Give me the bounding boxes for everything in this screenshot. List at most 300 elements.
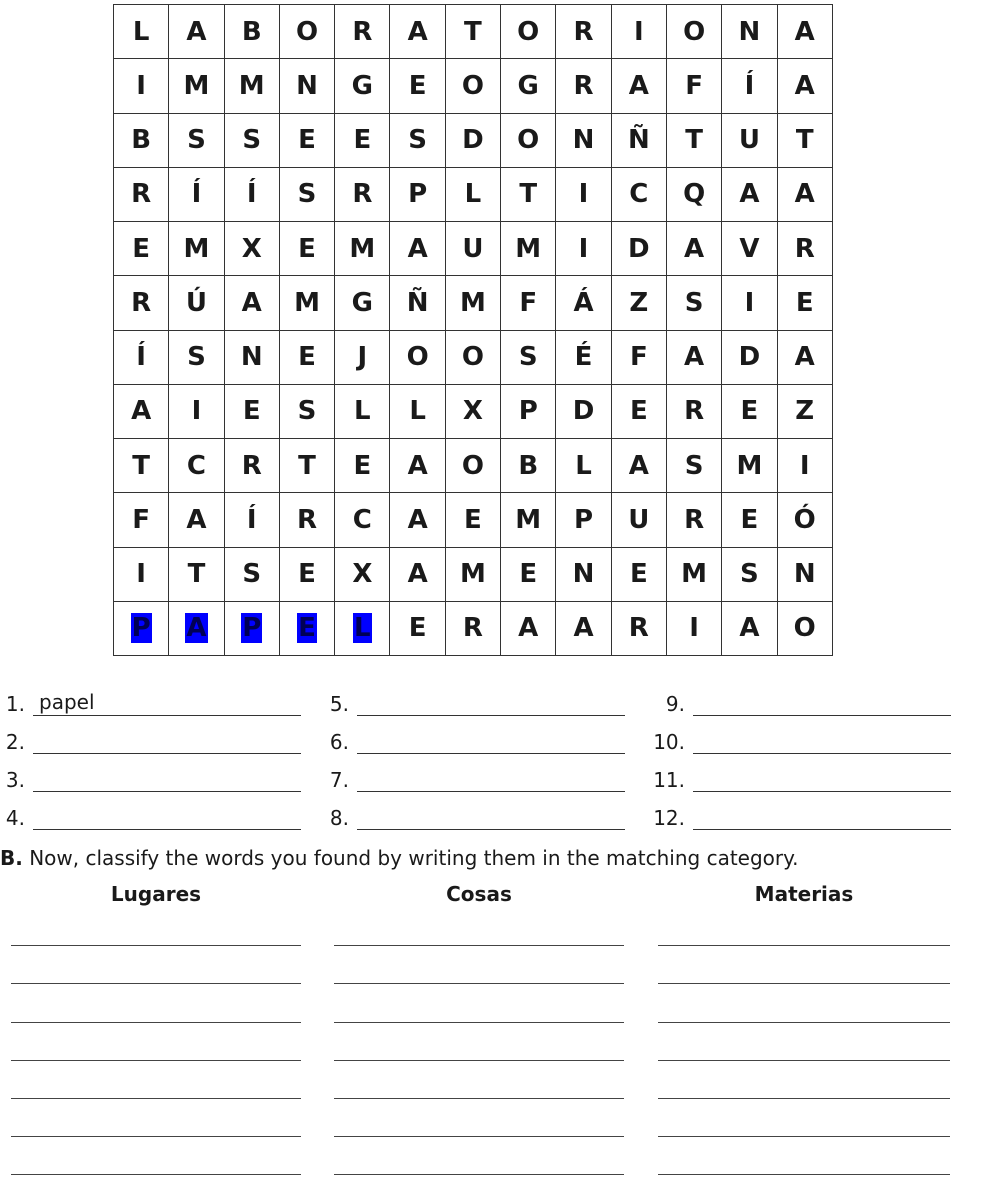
grid-cell[interactable] bbox=[446, 222, 501, 276]
grid-letter: E bbox=[298, 342, 316, 373]
grid-cell[interactable] bbox=[335, 439, 390, 493]
grid-letter: E bbox=[408, 613, 427, 644]
answer-number: 7. bbox=[329, 768, 349, 792]
grid-cell[interactable] bbox=[501, 276, 556, 330]
grid-cell[interactable] bbox=[612, 5, 667, 59]
grid-letter: G bbox=[351, 70, 373, 101]
grid-cell[interactable] bbox=[501, 59, 556, 113]
grid-cell[interactable] bbox=[501, 331, 556, 385]
grid-cell[interactable] bbox=[501, 439, 556, 493]
grid-cell[interactable] bbox=[169, 331, 224, 385]
grid-letter: A bbox=[407, 233, 428, 264]
grid-letter: C bbox=[352, 504, 372, 535]
grid-letter: Q bbox=[683, 179, 706, 210]
grid-letter: M bbox=[294, 287, 320, 318]
grid-cell[interactable] bbox=[335, 385, 390, 439]
grid-cell[interactable] bbox=[667, 114, 722, 168]
grid-cell[interactable] bbox=[390, 493, 445, 547]
grid-cell[interactable] bbox=[169, 5, 224, 59]
grid-cell[interactable] bbox=[556, 114, 611, 168]
grid-cell[interactable] bbox=[501, 222, 556, 276]
grid-cell[interactable] bbox=[667, 168, 722, 222]
answer-row bbox=[320, 678, 625, 716]
grid-cell[interactable] bbox=[778, 276, 833, 330]
grid-cell[interactable] bbox=[778, 493, 833, 547]
grid-cell[interactable] bbox=[722, 548, 777, 602]
grid-letter: J bbox=[357, 342, 368, 373]
grid-cell[interactable] bbox=[225, 548, 280, 602]
grid-cell[interactable] bbox=[722, 59, 777, 113]
grid-cell[interactable] bbox=[778, 222, 833, 276]
grid-cell[interactable] bbox=[556, 548, 611, 602]
grid-cell[interactable] bbox=[501, 385, 556, 439]
grid-cell[interactable] bbox=[335, 222, 390, 276]
answer-row bbox=[0, 678, 301, 716]
grid-cell[interactable] bbox=[225, 5, 280, 59]
grid-cell[interactable] bbox=[169, 548, 224, 602]
category-title: Cosas bbox=[446, 882, 512, 906]
grid-cell[interactable] bbox=[169, 222, 224, 276]
grid-cell[interactable] bbox=[169, 168, 224, 222]
grid-letter: N bbox=[240, 342, 263, 373]
grid-cell[interactable] bbox=[280, 168, 335, 222]
answer-blank[interactable] bbox=[33, 802, 301, 830]
grid-letter: A bbox=[241, 287, 262, 318]
grid-letter: R bbox=[462, 613, 483, 644]
answer-number: 5. bbox=[329, 692, 349, 716]
grid-letter: I bbox=[578, 179, 589, 210]
grid-cell[interactable] bbox=[501, 5, 556, 59]
category-line[interactable] bbox=[11, 1061, 301, 1099]
answer-column-1 bbox=[0, 678, 301, 830]
grid-cell[interactable] bbox=[612, 222, 667, 276]
grid-cell[interactable] bbox=[114, 59, 169, 113]
grid-cell[interactable] bbox=[778, 59, 833, 113]
grid-cell[interactable] bbox=[667, 276, 722, 330]
grid-cell[interactable] bbox=[446, 385, 501, 439]
grid-letter: O bbox=[461, 70, 484, 101]
answer-blank[interactable] bbox=[357, 688, 625, 716]
grid-letter: N bbox=[738, 16, 761, 47]
grid-cell[interactable] bbox=[114, 114, 169, 168]
grid-cell[interactable] bbox=[446, 114, 501, 168]
category-title: Materias bbox=[754, 882, 854, 906]
grid-cell[interactable] bbox=[778, 114, 833, 168]
grid-letter: S bbox=[297, 179, 317, 210]
grid-letter: O bbox=[517, 125, 540, 156]
grid-letter: T bbox=[685, 125, 703, 156]
grid-cell[interactable] bbox=[722, 602, 777, 656]
grid-cell[interactable] bbox=[722, 222, 777, 276]
grid-cell[interactable] bbox=[667, 222, 722, 276]
grid-cell[interactable] bbox=[722, 385, 777, 439]
grid-cell[interactable] bbox=[556, 385, 611, 439]
grid-letter: A bbox=[518, 613, 539, 644]
grid-cell[interactable] bbox=[225, 385, 280, 439]
grid-letter: E bbox=[353, 125, 372, 156]
grid-letter: N bbox=[793, 559, 816, 590]
grid-letter: P bbox=[242, 613, 262, 644]
grid-cell[interactable] bbox=[612, 331, 667, 385]
grid-letter: E bbox=[629, 559, 648, 590]
grid-cell[interactable] bbox=[390, 602, 445, 656]
grid-cell[interactable] bbox=[612, 493, 667, 547]
grid-letter: F bbox=[629, 342, 648, 373]
grid-cell[interactable] bbox=[778, 5, 833, 59]
grid-cell[interactable] bbox=[446, 276, 501, 330]
answer-blank[interactable]: papel bbox=[33, 688, 301, 716]
grid-letter: G bbox=[351, 287, 373, 318]
grid-cell[interactable] bbox=[390, 548, 445, 602]
grid-letter: L bbox=[575, 450, 592, 481]
grid-cell[interactable] bbox=[114, 493, 169, 547]
grid-letter: O bbox=[461, 450, 484, 481]
grid-cell[interactable] bbox=[169, 439, 224, 493]
grid-cell[interactable] bbox=[612, 439, 667, 493]
grid-letter: R bbox=[352, 179, 373, 210]
grid-cell[interactable] bbox=[667, 439, 722, 493]
grid-cell[interactable] bbox=[225, 222, 280, 276]
instruction-text: Now, classify the words you found by writing them in the matching category. bbox=[29, 846, 799, 870]
grid-letter: R bbox=[131, 179, 152, 210]
grid-letter: M bbox=[459, 287, 486, 318]
grid-cell[interactable] bbox=[446, 548, 501, 602]
answer-blank[interactable] bbox=[693, 688, 951, 716]
category-line[interactable] bbox=[11, 984, 301, 1022]
grid-cell[interactable] bbox=[225, 331, 280, 385]
grid-cell[interactable] bbox=[612, 114, 667, 168]
grid-letter: B bbox=[518, 450, 539, 481]
grid-cell[interactable] bbox=[390, 59, 445, 113]
grid-letter: S bbox=[518, 342, 538, 373]
grid-letter: E bbox=[132, 233, 151, 264]
grid-letter: U bbox=[628, 504, 650, 535]
grid-letter: A bbox=[131, 396, 152, 427]
grid-cell[interactable] bbox=[390, 5, 445, 59]
grid-cell[interactable] bbox=[556, 222, 611, 276]
instruction bbox=[0, 846, 798, 870]
grid-cell[interactable] bbox=[169, 276, 224, 330]
grid-cell[interactable] bbox=[390, 385, 445, 439]
answer-column-3 bbox=[640, 678, 951, 830]
grid-cell[interactable] bbox=[778, 385, 833, 439]
grid-letter: C bbox=[629, 179, 649, 210]
grid-cell[interactable] bbox=[114, 222, 169, 276]
grid-cell[interactable] bbox=[169, 385, 224, 439]
grid-letter: E bbox=[519, 559, 538, 590]
category-line[interactable] bbox=[334, 1137, 624, 1175]
grid-cell[interactable] bbox=[169, 602, 224, 656]
category-line[interactable] bbox=[11, 946, 301, 984]
grid-letter: A bbox=[186, 613, 207, 644]
grid-letter: L bbox=[132, 16, 150, 47]
category-line[interactable] bbox=[334, 1061, 624, 1099]
grid-cell[interactable] bbox=[667, 59, 722, 113]
grid-letter: O bbox=[683, 16, 706, 47]
grid-cell[interactable] bbox=[225, 168, 280, 222]
grid-letter: I bbox=[136, 559, 146, 590]
grid-letter: U bbox=[462, 233, 484, 264]
grid-cell[interactable] bbox=[778, 331, 833, 385]
grid-letter: M bbox=[736, 450, 763, 481]
grid-cell[interactable] bbox=[114, 5, 169, 59]
grid-letter: L bbox=[409, 396, 426, 427]
grid-cell[interactable] bbox=[778, 602, 833, 656]
grid-cell[interactable] bbox=[612, 276, 667, 330]
grid-letter: A bbox=[628, 450, 649, 481]
answer-row bbox=[640, 754, 951, 792]
grid-cell[interactable] bbox=[335, 168, 390, 222]
category-line[interactable] bbox=[11, 1137, 301, 1175]
grid-cell[interactable] bbox=[225, 276, 280, 330]
grid-cell[interactable] bbox=[667, 602, 722, 656]
answer-blank[interactable] bbox=[33, 726, 301, 754]
grid-cell[interactable] bbox=[114, 602, 169, 656]
grid-cell[interactable] bbox=[335, 276, 390, 330]
grid-cell[interactable] bbox=[667, 548, 722, 602]
grid-cell[interactable] bbox=[722, 114, 777, 168]
grid-cell[interactable] bbox=[280, 439, 335, 493]
category-line[interactable] bbox=[658, 984, 950, 1022]
answer-row bbox=[0, 716, 301, 754]
grid-letter: S bbox=[242, 125, 262, 156]
grid-letter: T bbox=[298, 450, 316, 481]
grid-letter: I bbox=[689, 613, 699, 644]
grid-letter: A bbox=[186, 504, 207, 535]
answer-blank[interactable] bbox=[693, 726, 951, 754]
grid-cell[interactable] bbox=[335, 602, 390, 656]
grid-letter: R bbox=[131, 287, 152, 318]
grid-cell[interactable] bbox=[778, 548, 833, 602]
grid-cell[interactable] bbox=[335, 331, 390, 385]
grid-letter: R bbox=[573, 16, 594, 47]
grid-cell[interactable] bbox=[556, 276, 611, 330]
grid-cell[interactable] bbox=[280, 493, 335, 547]
grid-letter: M bbox=[183, 233, 210, 264]
category-line[interactable] bbox=[658, 1099, 950, 1137]
category-line[interactable] bbox=[334, 1023, 624, 1061]
grid-cell[interactable] bbox=[556, 331, 611, 385]
grid-cell[interactable] bbox=[612, 59, 667, 113]
grid-letter: F bbox=[519, 287, 538, 318]
category-line[interactable] bbox=[11, 1099, 301, 1137]
grid-letter: T bbox=[519, 179, 538, 210]
grid-letter: N bbox=[572, 559, 595, 590]
grid-cell[interactable] bbox=[722, 5, 777, 59]
grid-letter: O bbox=[793, 613, 816, 644]
grid-letter: M bbox=[515, 233, 542, 264]
grid-letter: M bbox=[459, 559, 486, 590]
grid-cell[interactable] bbox=[390, 276, 445, 330]
grid-cell[interactable] bbox=[446, 168, 501, 222]
grid-cell[interactable] bbox=[722, 168, 777, 222]
answer-row bbox=[640, 678, 951, 716]
grid-cell[interactable] bbox=[390, 114, 445, 168]
grid-letter: R bbox=[241, 450, 262, 481]
grid-cell[interactable] bbox=[169, 114, 224, 168]
grid-letter: A bbox=[573, 613, 594, 644]
answer-number: 10. bbox=[653, 730, 685, 754]
grid-cell[interactable] bbox=[612, 548, 667, 602]
answer-row bbox=[320, 716, 625, 754]
grid-letter: S bbox=[297, 396, 317, 427]
grid-cell[interactable] bbox=[501, 114, 556, 168]
grid-cell[interactable] bbox=[556, 439, 611, 493]
grid-cell[interactable] bbox=[335, 59, 390, 113]
grid-cell[interactable] bbox=[335, 548, 390, 602]
grid-cell[interactable] bbox=[335, 114, 390, 168]
category-line[interactable] bbox=[658, 1023, 950, 1061]
grid-cell[interactable] bbox=[280, 548, 335, 602]
category-line[interactable] bbox=[658, 946, 950, 984]
category-line[interactable] bbox=[334, 1099, 624, 1137]
grid-letter: X bbox=[352, 559, 373, 590]
answer-row bbox=[0, 754, 301, 792]
grid-letter: A bbox=[684, 233, 705, 264]
grid-cell[interactable] bbox=[556, 168, 611, 222]
grid-cell[interactable] bbox=[390, 331, 445, 385]
category-line[interactable] bbox=[334, 946, 624, 984]
category-line[interactable] bbox=[658, 1061, 950, 1099]
grid-cell[interactable] bbox=[722, 493, 777, 547]
grid-letter: A bbox=[684, 342, 705, 373]
grid-cell[interactable] bbox=[446, 602, 501, 656]
grid-letter: P bbox=[131, 613, 151, 644]
grid-cell[interactable] bbox=[390, 168, 445, 222]
grid-letter: R bbox=[628, 613, 649, 644]
grid-cell[interactable] bbox=[446, 5, 501, 59]
grid-letter: S bbox=[684, 287, 704, 318]
answer-row bbox=[320, 754, 625, 792]
grid-cell[interactable] bbox=[556, 5, 611, 59]
answer-number: 11. bbox=[653, 768, 685, 792]
grid-cell[interactable] bbox=[501, 548, 556, 602]
grid-letter: A bbox=[186, 16, 207, 47]
grid-letter: Í bbox=[136, 342, 146, 373]
grid-letter: A bbox=[794, 179, 815, 210]
grid-cell[interactable] bbox=[225, 114, 280, 168]
grid-cell[interactable] bbox=[280, 222, 335, 276]
grid-letter: P bbox=[408, 179, 428, 210]
grid-cell[interactable] bbox=[114, 168, 169, 222]
grid-cell[interactable] bbox=[225, 602, 280, 656]
section-label: B. bbox=[0, 846, 23, 870]
grid-cell[interactable] bbox=[335, 5, 390, 59]
answer-blank[interactable] bbox=[357, 726, 625, 754]
grid-cell[interactable] bbox=[722, 331, 777, 385]
grid-cell[interactable] bbox=[667, 331, 722, 385]
grid-cell[interactable] bbox=[722, 276, 777, 330]
grid-cell[interactable] bbox=[722, 439, 777, 493]
grid-cell[interactable] bbox=[169, 59, 224, 113]
grid-cell[interactable] bbox=[390, 222, 445, 276]
grid-cell[interactable] bbox=[114, 331, 169, 385]
grid-cell[interactable] bbox=[612, 602, 667, 656]
grid-cell[interactable] bbox=[114, 548, 169, 602]
answer-row bbox=[640, 792, 951, 830]
grid-cell[interactable] bbox=[667, 5, 722, 59]
grid-cell[interactable] bbox=[225, 493, 280, 547]
grid-letter: Ñ bbox=[627, 125, 650, 156]
grid-cell[interactable] bbox=[778, 168, 833, 222]
grid-letter: Á bbox=[573, 287, 594, 318]
answer-number: 8. bbox=[329, 806, 349, 830]
grid-cell[interactable] bbox=[280, 5, 335, 59]
category-line[interactable] bbox=[11, 908, 301, 946]
grid-letter: Í bbox=[744, 70, 755, 101]
grid-cell[interactable] bbox=[778, 439, 833, 493]
grid-cell[interactable] bbox=[612, 168, 667, 222]
grid-cell[interactable] bbox=[556, 59, 611, 113]
answer-blank[interactable] bbox=[693, 764, 951, 792]
grid-cell[interactable] bbox=[114, 276, 169, 330]
grid-letter: A bbox=[794, 16, 815, 47]
grid-cell[interactable] bbox=[280, 59, 335, 113]
grid-cell[interactable] bbox=[556, 493, 611, 547]
grid-cell[interactable] bbox=[501, 168, 556, 222]
grid-cell[interactable] bbox=[390, 439, 445, 493]
grid-cell[interactable] bbox=[335, 493, 390, 547]
grid-cell[interactable] bbox=[446, 439, 501, 493]
grid-letter: É bbox=[574, 342, 593, 373]
grid-letter: C bbox=[186, 450, 206, 481]
grid-cell[interactable] bbox=[446, 331, 501, 385]
grid-letter: R bbox=[684, 396, 705, 427]
grid-letter: S bbox=[242, 559, 262, 590]
grid-letter: U bbox=[738, 125, 760, 156]
grid-cell[interactable] bbox=[280, 385, 335, 439]
grid-cell[interactable] bbox=[225, 439, 280, 493]
grid-cell[interactable] bbox=[612, 385, 667, 439]
answer-blank[interactable] bbox=[693, 802, 951, 830]
grid-cell[interactable] bbox=[280, 114, 335, 168]
category-line[interactable] bbox=[334, 908, 624, 946]
grid-letter: R bbox=[794, 233, 815, 264]
grid-cell[interactable] bbox=[280, 331, 335, 385]
grid-cell[interactable] bbox=[114, 385, 169, 439]
grid-letter: P bbox=[518, 396, 538, 427]
grid-cell[interactable] bbox=[280, 276, 335, 330]
category-line[interactable] bbox=[658, 908, 950, 946]
grid-cell[interactable] bbox=[667, 385, 722, 439]
answer-number: 3. bbox=[5, 768, 25, 792]
grid-letter: X bbox=[462, 396, 483, 427]
answer-blank[interactable] bbox=[357, 802, 625, 830]
grid-cell[interactable] bbox=[556, 602, 611, 656]
answer-blank[interactable] bbox=[33, 764, 301, 792]
grid-cell[interactable] bbox=[169, 493, 224, 547]
grid-letter: R bbox=[297, 504, 318, 535]
grid-letter: E bbox=[298, 125, 316, 156]
grid-letter: Z bbox=[795, 396, 815, 427]
grid-letter: T bbox=[132, 450, 151, 481]
category-line[interactable] bbox=[334, 984, 624, 1022]
grid-cell[interactable] bbox=[446, 493, 501, 547]
grid-letter: A bbox=[407, 450, 428, 481]
grid-cell[interactable] bbox=[225, 59, 280, 113]
grid-cell[interactable] bbox=[280, 602, 335, 656]
answer-blank[interactable] bbox=[357, 764, 625, 792]
grid-cell[interactable] bbox=[501, 602, 556, 656]
grid-cell[interactable] bbox=[446, 59, 501, 113]
grid-letter: F bbox=[132, 504, 151, 535]
grid-cell[interactable] bbox=[114, 439, 169, 493]
grid-cell[interactable] bbox=[667, 493, 722, 547]
category-line[interactable] bbox=[658, 1137, 950, 1175]
category-line[interactable] bbox=[11, 1023, 301, 1061]
grid-letter: E bbox=[408, 70, 427, 101]
grid-cell[interactable] bbox=[501, 493, 556, 547]
